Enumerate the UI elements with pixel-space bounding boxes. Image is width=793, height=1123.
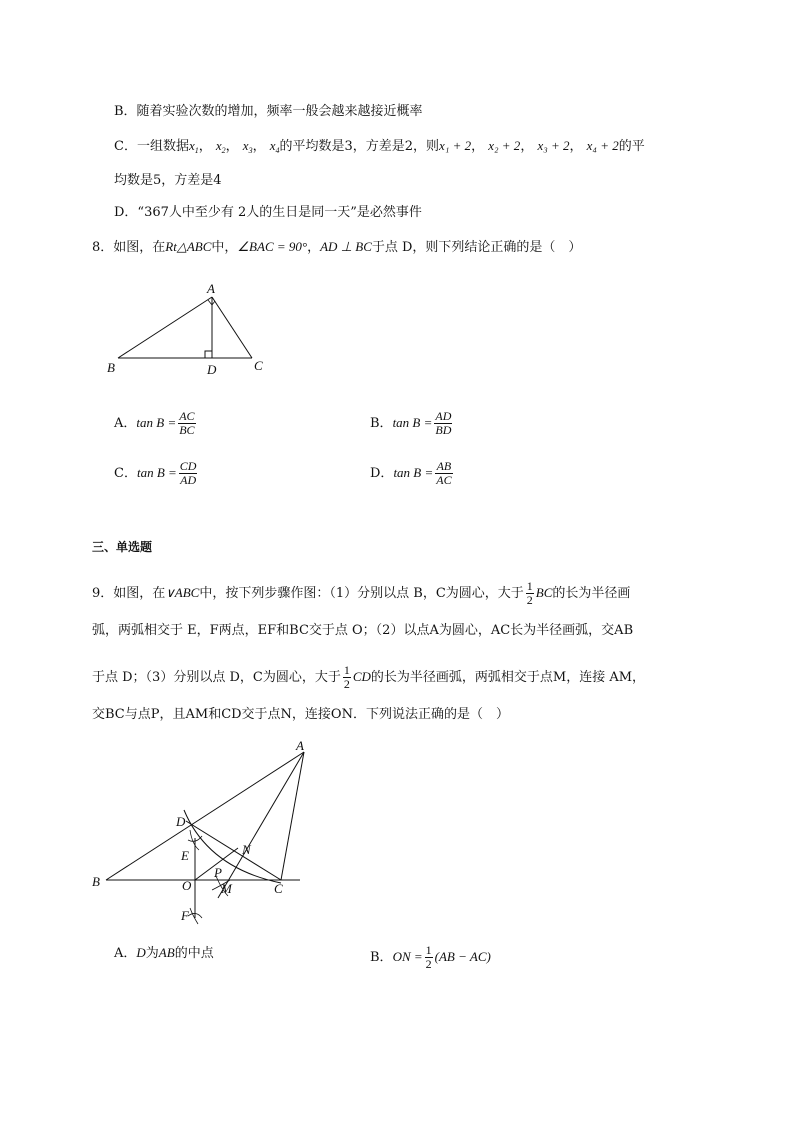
q8-figure <box>100 280 280 380</box>
q9-option-b: B．ON = $\frac{1}{2}$ (AB − AC) <box>370 943 491 971</box>
q7-option-c-prefix: C．一组数据 <box>114 139 189 154</box>
var-x4: $x_4$ <box>269 138 280 155</box>
q9-line-1: 9．如图，在∨ABC中，按下列步骤作图：（1）分别以点 B，C为圆心，大于 $\frac{1}{2}$ BC的长为半径画 <box>92 579 631 607</box>
q9-line-3: 于点 D；（3）分别以点 D，C为圆心，大于 $\frac{1}{2}$ CD的长为半径画弧，两弧相交于点M，连接 AM， <box>92 663 646 691</box>
q9-figure <box>88 730 328 930</box>
q9-line-2: 弧，两弧相交于 E，F两点，EF和BC交于点 O；（2）以点A为圆心，AC长为半径画弧，交AB <box>92 623 634 638</box>
expr-t3: x₃ + 2 <box>537 138 570 153</box>
q7-option-d: D．“367人中至少有 2人的生日是同一天”是必然事件 <box>114 205 422 220</box>
q8-stem: 8．如图，在Rt△ABC中，∠BAC = 90°，AD ⊥ BC于点 D，则下列结论正确的是（ ） <box>92 239 582 255</box>
q9-label-d: D <box>176 814 186 829</box>
q9-label-p: P <box>214 865 222 880</box>
var-x2: $x_2$ <box>215 138 226 155</box>
q9-line-4: 交BC与点P，且AM和CD交于点N，连接ON．下列说法正确的是（ ） <box>92 707 509 722</box>
q8-option-d: D．tan B = $\frac{AB}{AC}$ <box>370 459 452 487</box>
q9-label-f: F <box>181 908 189 923</box>
q9-label-a: A <box>296 738 304 753</box>
q8-label-b: B <box>107 360 115 375</box>
section-title: 三、单选题 <box>92 540 153 554</box>
q7-option-b: B．随着实验次数的增加，频率一般会越来越接近概率 <box>114 104 423 119</box>
q9-label-b: B <box>92 874 100 889</box>
expr-t2: x₂ + 2 <box>488 138 521 153</box>
q8-label-c: C <box>254 358 263 373</box>
q8-option-a: A．tan B = $\frac{AC}{BC}$ <box>114 409 195 437</box>
q8-label-d: D <box>207 362 217 377</box>
q9-label-c: C <box>274 881 283 896</box>
q9-option-a: A．D为AB的中点 <box>114 945 214 961</box>
q7-option-c-suffix: 的平 <box>618 139 645 154</box>
q9-label-e: E <box>181 848 189 863</box>
q7-option-c-middle: 的平均数是3，方差是2，则 <box>279 139 440 154</box>
q9-label-o: O <box>182 878 192 893</box>
expr-t1: x₁ + 2 <box>439 138 472 153</box>
q9-label-m: M <box>221 881 232 896</box>
q9-label-n: N <box>242 842 251 857</box>
q7-option-c: C．一组数据$x_1$， $x_2$， $x_3$， $x_4$的平均数是3，方差是2，则x₁ + 2， x₂ + 2， x₃ + 2， x₄ + 2的平 <box>114 138 645 155</box>
var-x3: $x_3$ <box>242 138 253 155</box>
q7-option-c-line2: 均数是5，方差是4 <box>114 173 222 188</box>
var-x1: $x_1$ <box>188 138 199 155</box>
q8-option-b: B．tan B = $\frac{AD}{BD}$ <box>370 409 452 437</box>
q8-option-c: C．tan B = $\frac{CD}{AD}$ <box>114 459 197 487</box>
q8-label-a: A <box>207 281 215 296</box>
expr-t4: x₄ + 2 <box>586 138 619 153</box>
